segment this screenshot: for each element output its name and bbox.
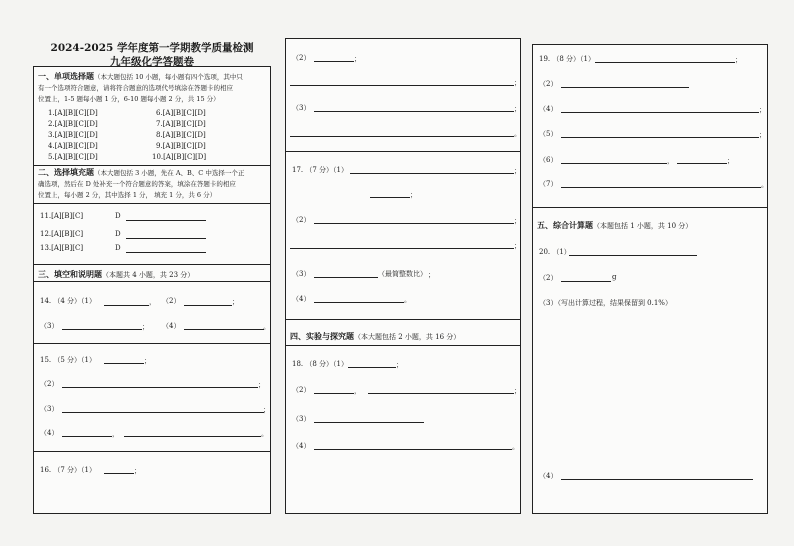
section1-desc2: 有一个选项符合题意，请将符合题意的选项代号填涂在答题卡的相应 bbox=[38, 84, 233, 92]
d-label-13: D bbox=[115, 244, 121, 252]
answer-line-11[interactable] bbox=[126, 220, 206, 221]
q16-label: 16. （7 分）（1） bbox=[40, 466, 96, 474]
exam-title: 2024-2025 学年度第一学期教学质量检测 bbox=[50, 42, 254, 54]
q17-3-line[interactable] bbox=[314, 277, 378, 278]
column-right bbox=[532, 44, 768, 514]
q16-2-line-b[interactable] bbox=[290, 85, 514, 86]
section4-heading: 四、实验与探究题 bbox=[290, 331, 354, 341]
choice-8[interactable]: 8.[A][B][C][D] bbox=[156, 131, 206, 139]
answer-line-12[interactable] bbox=[126, 238, 206, 239]
d-label-11: D bbox=[115, 212, 121, 220]
q19-6-line-a[interactable] bbox=[561, 163, 667, 164]
section1-heading: 一、单项选择题 bbox=[38, 71, 94, 81]
q15-4-line-b[interactable] bbox=[124, 436, 261, 437]
q14-1-punct: ， bbox=[149, 298, 156, 306]
q18-2-label: （2） bbox=[292, 386, 311, 394]
q17-3-note: （最简整数比） bbox=[378, 270, 427, 278]
q15-3-punct: ； bbox=[263, 406, 270, 414]
choice-2[interactable]: 2.[A][B][C][D] bbox=[48, 120, 98, 128]
q15-4-line-a[interactable] bbox=[62, 436, 112, 437]
section3-heading: 三、填空和说明题 bbox=[38, 269, 102, 279]
section1-desc1: （本大题包括 10 小题，每小题有四个选项，其中只 bbox=[94, 73, 243, 81]
q18-2-line-b[interactable] bbox=[368, 393, 514, 394]
q17-1-line-b[interactable] bbox=[370, 197, 410, 198]
section4-desc: （本大题包括 2 小题，共 16 分） bbox=[354, 333, 461, 341]
q17-1-punct-b: ； bbox=[410, 191, 417, 199]
column-middle bbox=[285, 38, 521, 514]
q18-2-punct-b: ； bbox=[514, 387, 521, 395]
choice-3[interactable]: 3.[A][B][C][D] bbox=[48, 131, 98, 139]
q16-2-punct-b: ； bbox=[514, 79, 521, 87]
q15-3-label: （3） bbox=[40, 405, 59, 413]
answer-line-13[interactable] bbox=[126, 252, 206, 253]
q15-2-punct: ； bbox=[258, 381, 265, 389]
choice-6[interactable]: 6.[A][B][C][D] bbox=[156, 109, 206, 117]
q16-2-label: （2） bbox=[292, 54, 311, 62]
q18-3-line[interactable] bbox=[314, 422, 424, 423]
section-choice-fill bbox=[38, 167, 268, 201]
q15-label: 15. （5 分）（1） bbox=[40, 356, 96, 364]
q16-3-line-b[interactable] bbox=[290, 136, 514, 137]
section5-heading: 五、综合计算题 bbox=[537, 220, 593, 230]
section2-desc3: 位置上，每小题 2 分，其中选择 1 分， 填充 1 分，共 6 分） bbox=[38, 191, 217, 199]
section2-desc2: 确选项，然后在 D 处补充一个符合题意的答案，填涂在答题卡的相应 bbox=[38, 180, 236, 188]
q16-1-punct: ； bbox=[134, 467, 141, 475]
choice-4[interactable]: 4.[A][B][C][D] bbox=[48, 142, 98, 150]
section5-title bbox=[537, 220, 692, 231]
q16-3-punct-b: 。 bbox=[514, 130, 521, 138]
q19-5-punct: ； bbox=[759, 131, 766, 139]
q17-4-punct: 。 bbox=[404, 296, 411, 304]
section5-desc: （本题包括 1 小题，共 10 分） bbox=[593, 222, 693, 230]
q19-6-punct-a: ， bbox=[667, 157, 674, 165]
section-divider bbox=[533, 207, 767, 208]
choice-13[interactable]: 13.[A][B][C] bbox=[40, 244, 84, 252]
section-divider bbox=[34, 343, 270, 344]
q14-4-label: （4） bbox=[162, 322, 181, 330]
section-divider bbox=[34, 264, 270, 265]
q15-2-line[interactable] bbox=[62, 387, 258, 388]
section2-desc1: （本大题包括 3 小题，先在 A、B、C 中选择一个正 bbox=[94, 169, 245, 177]
section-divider bbox=[286, 319, 520, 320]
q19-7-label: （7） bbox=[539, 180, 558, 188]
q16-1-line[interactable] bbox=[104, 473, 134, 474]
q18-2-line-a[interactable] bbox=[314, 393, 354, 394]
q17-2-punct: ； bbox=[514, 217, 521, 225]
q18-label: 18. （8 分）（1） bbox=[292, 360, 348, 368]
q20-4-label: （4） bbox=[539, 472, 558, 480]
choice-7[interactable]: 7.[A][B][C][D] bbox=[156, 120, 206, 128]
choice-5[interactable]: 5.[A][B][C][D] bbox=[48, 153, 98, 161]
q16-3-punct: ； bbox=[514, 105, 521, 113]
q16-2-punct: ； bbox=[354, 55, 361, 63]
choice-11[interactable]: 11.[A][B][C] bbox=[40, 212, 84, 220]
q19-6-label: （6） bbox=[539, 156, 558, 164]
q17-2-line-b[interactable] bbox=[290, 248, 514, 249]
q19-2-label: （2） bbox=[539, 80, 558, 88]
q14-2-punct: ； bbox=[232, 298, 239, 306]
q17-2-label: （2） bbox=[292, 216, 311, 224]
section-divider bbox=[34, 203, 270, 204]
section3-title bbox=[38, 269, 194, 280]
q15-4-label: （4） bbox=[40, 429, 59, 437]
q14-3-line[interactable] bbox=[62, 329, 142, 330]
choice-1[interactable]: 1.[A][B][C][D] bbox=[48, 109, 98, 117]
section1-desc3: 位置上，1-5 题每小题 1 分，6-10 题每小题 2 分，共 15 分） bbox=[38, 95, 220, 103]
q15-3-line[interactable] bbox=[62, 412, 264, 413]
q17-3-label: （3） bbox=[292, 270, 311, 278]
q15-4-punct-a: ， bbox=[112, 430, 119, 438]
q16-3-line[interactable] bbox=[314, 111, 514, 112]
section-divider bbox=[34, 165, 270, 166]
q14-1-line[interactable] bbox=[104, 305, 149, 306]
q16-2-line[interactable] bbox=[314, 61, 354, 62]
q14-3-label: （3） bbox=[40, 322, 59, 330]
q19-6-line-b[interactable] bbox=[677, 163, 727, 164]
q18-1-punct: ； bbox=[396, 361, 403, 369]
q16-3-label: （3） bbox=[292, 104, 311, 112]
q19-4-label: （4） bbox=[539, 105, 558, 113]
section-single-choice bbox=[38, 71, 268, 105]
section2-heading: 二、选择填充题 bbox=[38, 167, 94, 177]
q20-2-unit: g bbox=[612, 273, 617, 281]
section-divider bbox=[286, 345, 520, 346]
q18-1-line[interactable] bbox=[348, 367, 396, 368]
q14-4-punct: 。 bbox=[263, 323, 270, 331]
q17-label: 17. （7 分）（1） bbox=[292, 166, 348, 174]
q19-2-line[interactable] bbox=[561, 87, 689, 88]
column-left bbox=[33, 42, 271, 514]
q20-1-line[interactable] bbox=[569, 255, 697, 256]
q20-4-line[interactable] bbox=[561, 479, 753, 480]
q15-1-line[interactable] bbox=[104, 363, 144, 364]
q20-2-line[interactable] bbox=[561, 281, 611, 282]
section-divider bbox=[34, 451, 270, 452]
q18-3-label: （3） bbox=[292, 415, 311, 423]
q19-5-line[interactable] bbox=[561, 137, 759, 138]
q20-3-note: （3）（写出计算过程，结果保留到 0.1%） bbox=[539, 299, 672, 307]
q14-4-line[interactable] bbox=[184, 329, 264, 330]
choice-10[interactable]: 10.[A][B][C][D] bbox=[152, 153, 207, 161]
q19-6-punct-b: ； bbox=[727, 157, 734, 165]
section-divider bbox=[34, 281, 270, 282]
q15-4-punct-b: 。 bbox=[261, 430, 268, 438]
q14-label: 14. （4 分）（1） bbox=[40, 297, 96, 305]
q19-1-punct: ； bbox=[735, 56, 742, 64]
q19-7-line[interactable] bbox=[561, 187, 761, 188]
q20-label: 20. （1） bbox=[539, 248, 571, 256]
d-label-12: D bbox=[115, 230, 121, 238]
section3-desc: （本题共 4 小题，共 23 分） bbox=[102, 271, 195, 279]
q18-4-line[interactable] bbox=[314, 449, 512, 450]
choice-12[interactable]: 12.[A][B][C] bbox=[40, 230, 84, 238]
section-divider bbox=[286, 151, 520, 152]
q15-2-label: （2） bbox=[40, 380, 59, 388]
q17-4-label: （4） bbox=[292, 295, 311, 303]
q17-2-punct-b: ； bbox=[514, 242, 521, 250]
q19-4-punct: ； bbox=[759, 106, 766, 114]
q18-2-punct-a: ， bbox=[354, 387, 361, 395]
q17-2-line[interactable] bbox=[314, 223, 514, 224]
section4-title bbox=[290, 331, 460, 342]
q19-1-line[interactable] bbox=[595, 62, 735, 63]
q17-4-line[interactable] bbox=[314, 302, 404, 303]
exam-subtitle: 九年级化学答题卷 bbox=[110, 56, 194, 68]
q18-4-label: （4） bbox=[292, 442, 311, 450]
q17-1-punct: ； bbox=[514, 167, 521, 175]
q14-3-punct: ； bbox=[142, 323, 149, 331]
q19-7-punct: 。 bbox=[761, 181, 768, 189]
q17-3-punct: ； bbox=[428, 271, 435, 279]
choice-9[interactable]: 9.[A][B][C][D] bbox=[156, 142, 206, 150]
q14-2-label: （2） bbox=[162, 297, 181, 305]
q18-4-punct: 。 bbox=[512, 443, 519, 451]
q20-2-label: （2） bbox=[539, 274, 558, 282]
q19-4-line[interactable] bbox=[561, 112, 759, 113]
q19-label: 19. （8 分）（1） bbox=[539, 55, 595, 63]
q19-5-label: （5） bbox=[539, 130, 558, 138]
q17-1-line[interactable] bbox=[350, 173, 514, 174]
q14-2-line[interactable] bbox=[184, 305, 232, 306]
q15-1-punct: ； bbox=[144, 357, 151, 365]
